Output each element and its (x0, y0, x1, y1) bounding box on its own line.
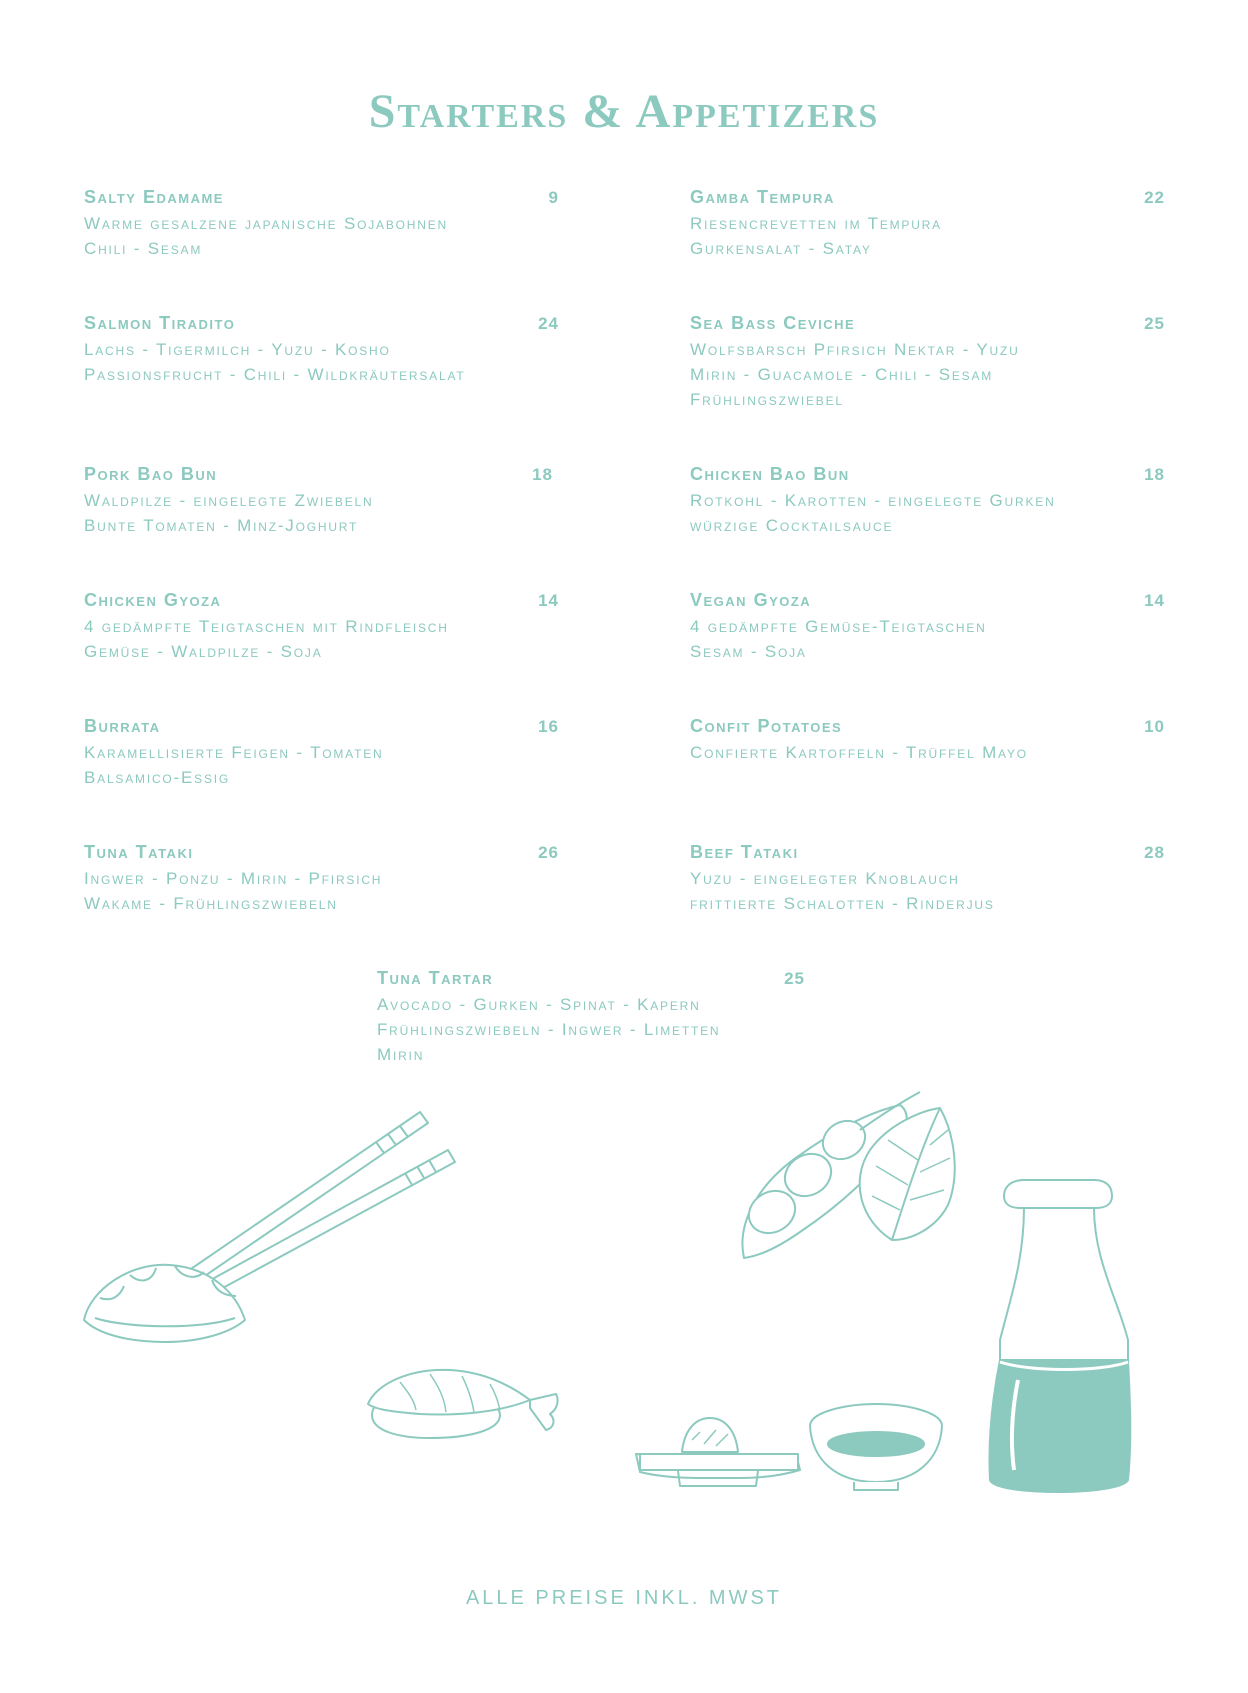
item-description: Bunte Tomaten - Minz-Joghurt (84, 516, 359, 535)
item-description: Chili - Sesam (84, 239, 203, 258)
item-name: Vegan Gyoza (690, 590, 812, 610)
item-name: Burrata (84, 716, 161, 736)
item-description: Riesencrevetten im Tempura (690, 214, 942, 233)
item-price: 9 (548, 188, 559, 207)
price-note: ALLE PREISE INKL. MWST (465, 1587, 783, 1609)
sake-bottle-icon (989, 1180, 1130, 1492)
item-name: Sea Bass Ceviche (690, 313, 856, 333)
wasabi-dish-icon (636, 1418, 800, 1486)
item-description: 4 gedämpfte Gemüse-Teigtaschen (690, 617, 987, 636)
item-price: 28 (1144, 843, 1165, 862)
item-description: Passionsfrucht - Chili - Wildkräutersalat (84, 365, 466, 384)
item-description: Avocado - Gurken - Spinat - Kapern (377, 995, 701, 1014)
item-price: 24 (538, 314, 559, 333)
item-description: Balsamico-Essig (84, 768, 231, 787)
item-name: Chicken Bao Bun (690, 464, 850, 484)
item-name: Beef Tataki (690, 842, 799, 862)
item-price: 26 (538, 843, 559, 862)
item-name: Pork Bao Bun (84, 464, 218, 484)
item-price: 14 (538, 591, 559, 610)
item-price: 25 (1144, 314, 1165, 333)
item-description: Rotkohl - Karotten - eingelegte Gurken (690, 491, 1056, 510)
item-description: Gemüse - Waldpilze - Soja (84, 642, 323, 661)
item-price: 25 (784, 969, 805, 988)
item-price: 18 (1144, 465, 1165, 484)
item-description: 4 gedämpfte Teigtaschen mit Rindfleisch (84, 617, 449, 636)
soy-bowl-icon (810, 1404, 942, 1490)
item-name: Confit Potatoes (690, 716, 843, 736)
item-name: Gamba Tempura (690, 187, 835, 207)
item-price: 14 (1144, 591, 1165, 610)
item-price: 10 (1144, 717, 1165, 736)
item-price: 18 (532, 465, 553, 484)
item-description: Wolfsbarsch Pfirsich Nektar - Yuzu (690, 340, 1020, 359)
item-price: 22 (1144, 188, 1165, 207)
item-description: Frühlingszwiebel (690, 390, 844, 409)
item-name: Tuna Tartar (377, 968, 494, 988)
item-description: Karamellisierte Feigen - Tomaten (84, 743, 384, 762)
item-name: Chicken Gyoza (84, 590, 222, 610)
item-description: Lachs - Tigermilch - Yuzu - Kosho (84, 340, 391, 359)
item-description: Confierte Kartoffeln - Trüffel Mayo (690, 743, 1028, 762)
item-description: Yuzu - eingelegter Knoblauch (690, 869, 960, 888)
item-description: Ingwer - Ponzu - Mirin - Pfirsich (84, 869, 383, 888)
item-price: 16 (538, 717, 559, 736)
item-description: Sesam - Soja (690, 642, 807, 661)
item-description: Mirin - Guacamole - Chili - Sesam (690, 365, 994, 384)
page-title: Starters & Appetizers (368, 85, 880, 138)
item-description: frittierte Schalotten - Rinderjus (690, 894, 995, 913)
item-name: Salty Edamame (84, 187, 224, 207)
item-name: Salmon Tiradito (84, 313, 236, 333)
item-description: Mirin (377, 1045, 425, 1064)
item-name: Tuna Tataki (84, 842, 194, 862)
item-description: würzige Cocktailsauce (690, 516, 894, 535)
item-description: Warme gesalzene japanische Sojabohnen (84, 214, 448, 233)
item-description: Frühlingszwiebeln - Ingwer - Limetten (377, 1020, 721, 1039)
nigiri-icon (368, 1370, 558, 1438)
item-description: Waldpilze - eingelegte Zwiebeln (84, 491, 374, 510)
item-description: Gurkensalat - Satay (690, 239, 872, 258)
item-description: Wakame - Frühlingszwiebeln (84, 894, 338, 913)
